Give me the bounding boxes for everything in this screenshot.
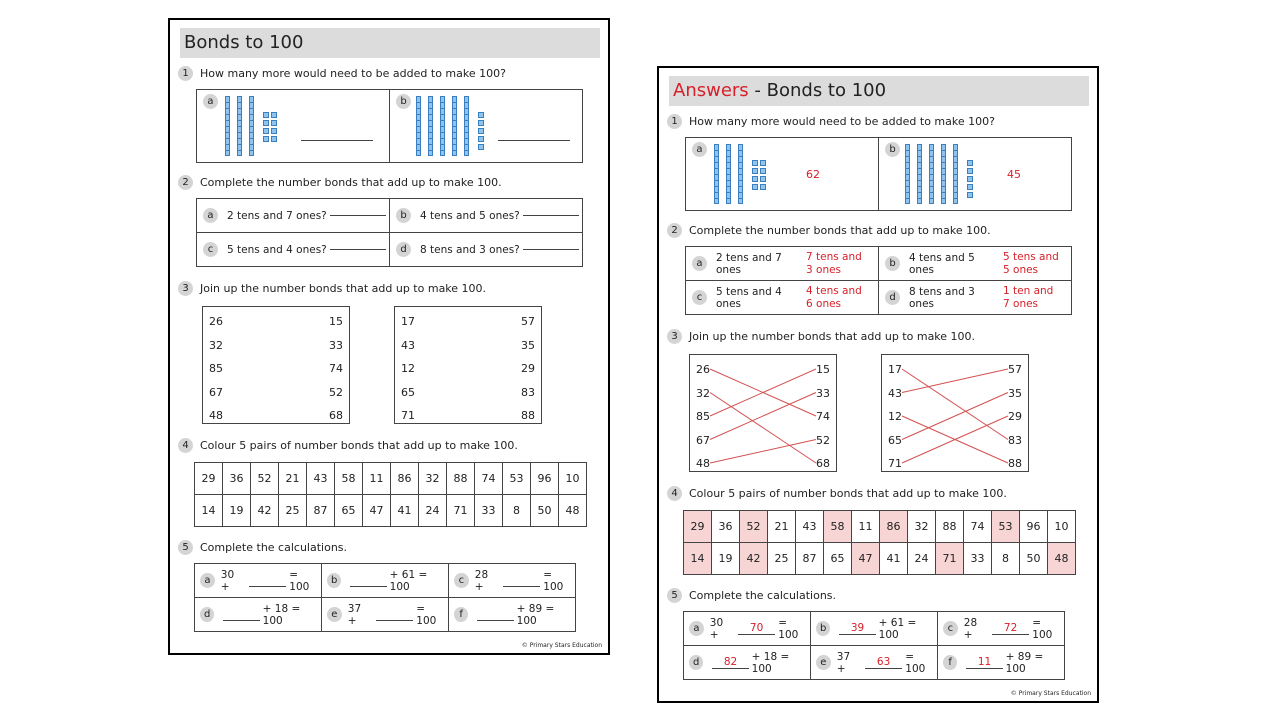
q2c-answer: 4 tens and 6 ones — [806, 284, 862, 310]
grid-number-cell[interactable]: 32 — [419, 463, 447, 495]
calc-text: = 100 — [1032, 616, 1053, 641]
ten-rod — [953, 144, 958, 204]
join-number-right[interactable]: 57 — [521, 315, 535, 328]
grid-number-cell[interactable]: 96 — [1020, 511, 1048, 543]
q2a-blank[interactable] — [330, 215, 386, 216]
join-line — [902, 369, 1008, 440]
calc-blank[interactable]: 72 — [992, 622, 1029, 635]
calc-text: 37 + — [347, 602, 362, 627]
one-cube — [760, 176, 766, 182]
grid-number-cell[interactable]: 42 — [740, 543, 768, 575]
ten-rod — [941, 144, 946, 204]
grid-number-cell[interactable]: 71 — [447, 495, 475, 527]
grid-number-cell[interactable]: 47 — [852, 543, 880, 575]
answers-question-3: 3 Join up the number bonds that add up to make 100. — [667, 329, 975, 344]
calc-cell — [938, 646, 1065, 680]
q2d-answer: 1 ten and 7 ones — [1003, 284, 1054, 310]
calc-blank[interactable] — [503, 574, 540, 587]
join-number-right[interactable]: 83 — [521, 385, 535, 399]
q2c-blank[interactable] — [330, 249, 386, 250]
one-cube — [263, 136, 269, 142]
one-cube — [263, 120, 269, 126]
join-number-left[interactable]: 71 — [888, 457, 902, 470]
join-number-right[interactable]: 68 — [816, 457, 830, 470]
grid-number-cell[interactable]: 52 — [251, 463, 279, 495]
one-cube — [752, 168, 758, 174]
join-number-left[interactable]: 71 — [401, 409, 415, 422]
answers-q5-table — [683, 611, 1065, 680]
q2d-blank[interactable] — [523, 249, 579, 250]
join-number-left[interactable]: 65 — [401, 385, 415, 399]
join-number-left[interactable]: 12 — [401, 362, 415, 375]
one-cube — [478, 120, 484, 126]
one-cube — [752, 160, 758, 166]
grid-number-cell[interactable]: 43 — [307, 463, 335, 495]
grid-number-cell[interactable]: 10 — [559, 463, 587, 495]
answers-question-1: 1 How many more would need to be added to make 100? — [667, 114, 995, 129]
join-number-left[interactable]: 48 — [209, 409, 223, 422]
calc-text: + 89 = 100 — [516, 602, 555, 627]
q5-table — [194, 563, 576, 632]
one-cube — [967, 168, 973, 174]
q2b-blank[interactable] — [523, 215, 579, 216]
calc-text: = 100 — [778, 616, 799, 641]
grid-number-cell[interactable]: 53 — [503, 463, 531, 495]
grid-number-cell[interactable]: 32 — [908, 511, 936, 543]
question-3: 3 Join up the number bonds that add up to make 100. — [178, 281, 486, 296]
calc-label: d — [200, 607, 214, 622]
calc-label: b — [327, 573, 341, 588]
answers-q2b-cell: b 4 tens and 5 ones 5 tens and 5 ones — [879, 247, 1072, 281]
question-4: 4 Colour 5 pairs of number bonds that add up to make 100. — [178, 438, 518, 453]
grid-number-cell[interactable]: 24 — [908, 543, 936, 575]
join-number-right[interactable]: 83 — [1008, 433, 1022, 447]
join-number-left[interactable]: 43 — [888, 386, 902, 400]
calc-blank[interactable]: 63 — [865, 656, 902, 669]
calc-text: = 100 — [416, 602, 437, 627]
grid-number-cell[interactable]: 53 — [992, 511, 1020, 543]
grid-number-cell[interactable]: 48 — [1048, 543, 1076, 575]
one-cube — [271, 136, 277, 142]
grid-number-cell[interactable]: 8 — [992, 543, 1020, 575]
one-cube — [760, 184, 766, 190]
calc-label: f — [454, 607, 468, 622]
calc-cell — [449, 598, 576, 632]
join-number-left[interactable]: 67 — [696, 433, 710, 447]
calc-text: = 100 — [543, 568, 564, 593]
ten-rod — [249, 96, 254, 156]
question-1: 1 How many more would need to be added to make 100? — [178, 66, 506, 81]
calc-label: a — [689, 621, 704, 636]
calc-blank[interactable]: 70 — [738, 622, 775, 635]
grid-number-cell[interactable]: 87 — [307, 495, 335, 527]
grid-number-cell[interactable]: 48 — [559, 495, 587, 527]
ten-rod — [738, 144, 743, 204]
calc-blank[interactable] — [249, 574, 286, 587]
grid-number-cell[interactable]: 21 — [768, 511, 796, 543]
q1a-cell: a — [197, 90, 390, 163]
join-number-right[interactable]: 74 — [816, 410, 830, 423]
grid-number-cell[interactable]: 33 — [475, 495, 503, 527]
calc-cell — [322, 598, 449, 632]
join-lines — [882, 355, 1028, 471]
calc-label: e — [327, 607, 342, 622]
join-number-left[interactable]: 48 — [696, 457, 710, 470]
join-number-right[interactable]: 33 — [329, 338, 343, 352]
one-cube — [760, 160, 766, 166]
grid-number-cell[interactable]: 36 — [712, 511, 740, 543]
grid-number-cell[interactable]: 11 — [852, 511, 880, 543]
grid-number-cell[interactable]: 65 — [335, 495, 363, 527]
join-number-right[interactable]: 29 — [521, 362, 535, 375]
grid-number-cell[interactable]: 65 — [824, 543, 852, 575]
calc-text: 37 + — [836, 650, 851, 675]
calc-blank[interactable] — [376, 608, 413, 621]
answers-q1b-cell: b 45 — [879, 138, 1072, 211]
calc-text: + 18 = 100 — [751, 650, 790, 675]
one-cube — [967, 176, 973, 182]
answers-copyright: © Primary Stars Education — [1010, 690, 1091, 697]
grid-number-cell[interactable]: 41 — [391, 495, 419, 527]
calc-label: c — [943, 621, 958, 636]
calc-blank[interactable]: 39 — [839, 622, 875, 635]
grid-number-cell[interactable]: 71 — [936, 543, 964, 575]
q2a-cell: a 2 tens and 7 ones? — [197, 199, 390, 233]
calc-text: + 89 = 100 — [1005, 650, 1044, 675]
join-number-right[interactable]: 33 — [816, 386, 830, 400]
join-number-left[interactable]: 67 — [209, 385, 223, 399]
grid-number-cell[interactable]: 43 — [796, 511, 824, 543]
one-cube — [263, 128, 269, 134]
question-5: 5 Complete the calculations. — [178, 540, 347, 555]
grid-number-cell[interactable]: 25 — [279, 495, 307, 527]
join-number-right[interactable]: 35 — [521, 338, 535, 352]
join-number-left[interactable]: 17 — [401, 315, 415, 328]
answers-q4-number-grid — [683, 510, 1076, 575]
answers-question-5: 5 Complete the calculations. — [667, 588, 836, 603]
worksheet-title: Bonds to 100 — [180, 28, 600, 58]
join-number-left[interactable]: 85 — [696, 410, 710, 423]
join-number-left[interactable]: 17 — [888, 363, 902, 376]
one-cube — [271, 112, 277, 118]
grid-number-cell[interactable]: 96 — [531, 463, 559, 495]
one-cube — [752, 184, 758, 190]
calc-label: c — [454, 573, 469, 588]
grid-number-cell[interactable]: 74 — [475, 463, 503, 495]
worksheet-answers — [657, 66, 1099, 703]
join-number-right[interactable]: 52 — [329, 385, 343, 399]
calc-text: + 18 = 100 — [262, 602, 301, 627]
calc-text: 28 + — [474, 568, 489, 593]
calc-cell — [684, 612, 811, 646]
grid-number-cell[interactable]: 74 — [964, 511, 992, 543]
q1b-answer: 45 — [1007, 168, 1021, 181]
q2d-cell: d 8 tens and 3 ones? — [390, 233, 583, 267]
join-number-left[interactable]: 26 — [209, 315, 223, 328]
calc-cell — [195, 564, 322, 598]
join-line — [902, 369, 1008, 393]
calc-cell — [322, 564, 449, 598]
grid-number-cell[interactable]: 88 — [447, 463, 475, 495]
join-box-left — [202, 306, 350, 424]
join-line — [710, 393, 816, 464]
calc-cell — [195, 598, 322, 632]
calc-text: + 61 = 100 — [389, 568, 428, 593]
one-cube — [271, 120, 277, 126]
one-cube — [967, 160, 973, 166]
ten-rod — [452, 96, 457, 156]
answers-question-2: 2 Complete the number bonds that add up to make 100. — [667, 223, 991, 238]
grid-number-cell[interactable]: 42 — [251, 495, 279, 527]
calc-blank[interactable] — [223, 608, 259, 621]
calc-label: a — [200, 573, 215, 588]
calc-cell — [938, 612, 1065, 646]
grid-number-cell[interactable]: 19 — [712, 543, 740, 575]
join-number-right[interactable]: 15 — [329, 315, 343, 328]
calc-text: = 100 — [289, 568, 310, 593]
one-cube — [478, 144, 484, 150]
worksheet-questions — [168, 18, 610, 655]
join-number-right[interactable]: 88 — [521, 409, 535, 422]
ten-rod — [714, 144, 719, 204]
answers-q1a-cell: a 62 — [686, 138, 879, 211]
q1b-cell: b — [390, 90, 583, 163]
calc-text: + 61 = 100 — [878, 616, 917, 641]
q1a-answer-blank[interactable] — [301, 140, 373, 141]
calc-label: d — [689, 655, 703, 670]
q1b-answer-blank[interactable] — [498, 140, 570, 141]
join-line — [710, 393, 816, 440]
calc-label: b — [816, 621, 830, 636]
ten-rod — [237, 96, 242, 156]
one-cube — [752, 176, 758, 182]
join-line — [710, 440, 816, 464]
ten-rod — [428, 96, 433, 156]
answers-join-box-left — [689, 354, 837, 472]
join-number-right[interactable]: 88 — [1008, 457, 1022, 470]
join-number-right[interactable]: 57 — [1008, 363, 1022, 376]
join-number-right[interactable]: 35 — [1008, 386, 1022, 400]
grid-number-cell[interactable]: 52 — [740, 511, 768, 543]
answers-q2-table — [685, 246, 1072, 315]
one-cube — [263, 112, 269, 118]
q2c-cell: c 5 tens and 4 ones? — [197, 233, 390, 267]
join-number-left[interactable]: 43 — [401, 338, 415, 352]
one-cube — [967, 184, 973, 190]
q2a-answer: 7 tens and 3 ones — [806, 250, 862, 276]
answers-q2a-cell: a 2 tens and 7 ones 7 tens and 3 ones — [686, 247, 879, 281]
grid-number-cell[interactable]: 10 — [1048, 511, 1076, 543]
grid-number-cell[interactable]: 29 — [195, 463, 223, 495]
ten-rod — [929, 144, 934, 204]
join-lines — [690, 355, 836, 471]
calc-blank[interactable] — [477, 608, 513, 621]
calc-cell — [811, 646, 938, 680]
q1a-answer: 62 — [806, 168, 820, 181]
join-number-left[interactable]: 85 — [209, 362, 223, 375]
one-cube — [271, 128, 277, 134]
grid-number-cell[interactable]: 8 — [503, 495, 531, 527]
q4-number-grid — [194, 462, 587, 527]
grid-number-cell[interactable]: 47 — [363, 495, 391, 527]
one-cube — [478, 136, 484, 142]
calc-text: 28 + — [963, 616, 978, 641]
ten-rod — [416, 96, 421, 156]
ten-rod — [726, 144, 731, 204]
join-number-left[interactable]: 26 — [696, 363, 710, 376]
question-2: 2 Complete the number bonds that add up to make 100. — [178, 175, 502, 190]
grid-number-cell[interactable]: 87 — [796, 543, 824, 575]
answers-q2c-cell: c 5 tens and 4 ones 4 tens and 6 ones — [686, 281, 879, 315]
one-cube — [478, 112, 484, 118]
calc-blank[interactable]: 11 — [966, 656, 1002, 669]
grid-number-cell[interactable]: 11 — [363, 463, 391, 495]
answers-title: Answers - Bonds to 100 — [669, 76, 1089, 106]
grid-number-cell[interactable]: 86 — [880, 511, 908, 543]
grid-number-cell[interactable]: 88 — [936, 511, 964, 543]
grid-number-cell[interactable]: 58 — [824, 511, 852, 543]
grid-number-cell[interactable]: 86 — [391, 463, 419, 495]
grid-number-cell[interactable]: 21 — [279, 463, 307, 495]
grid-number-cell[interactable]: 33 — [964, 543, 992, 575]
grid-number-cell[interactable]: 41 — [880, 543, 908, 575]
join-box-right — [394, 306, 542, 424]
calc-label: f — [943, 655, 957, 670]
grid-number-cell[interactable]: 14 — [195, 495, 223, 527]
copyright: © Primary Stars Education — [521, 642, 602, 649]
calc-label: e — [816, 655, 831, 670]
join-number-left[interactable]: 32 — [696, 386, 710, 400]
join-number-right[interactable]: 15 — [816, 363, 830, 376]
join-number-left[interactable]: 12 — [888, 410, 902, 423]
calc-text: = 100 — [905, 650, 926, 675]
grid-number-cell[interactable]: 14 — [684, 543, 712, 575]
grid-number-cell[interactable]: 29 — [684, 511, 712, 543]
join-number-right[interactable]: 52 — [816, 433, 830, 447]
one-cube — [478, 128, 484, 134]
calc-cell — [811, 612, 938, 646]
answers-q2d-cell: d 8 tens and 3 ones 1 ten and 7 ones — [879, 281, 1072, 315]
grid-number-cell[interactable]: 25 — [768, 543, 796, 575]
grid-number-cell[interactable]: 36 — [223, 463, 251, 495]
answers-join-box-right — [881, 354, 1029, 472]
ten-rod — [225, 96, 230, 156]
q2b-answer: 5 tens and 5 ones — [1003, 250, 1059, 276]
calc-text: 30 + — [220, 568, 235, 593]
join-number-left[interactable]: 32 — [209, 338, 223, 352]
grid-number-cell[interactable]: 50 — [1020, 543, 1048, 575]
join-number-left[interactable]: 65 — [888, 433, 902, 447]
answers-question-4: 4 Colour 5 pairs of number bonds that add up to make 100. — [667, 486, 1007, 501]
calc-blank[interactable]: 82 — [712, 656, 748, 669]
grid-number-cell[interactable]: 58 — [335, 463, 363, 495]
ten-rod — [464, 96, 469, 156]
ten-rod — [440, 96, 445, 156]
q1-table — [196, 89, 583, 163]
answers-q1-table — [685, 137, 1072, 211]
join-number-right[interactable]: 68 — [329, 409, 343, 422]
ten-rod — [917, 144, 922, 204]
one-cube — [967, 192, 973, 198]
one-cube — [760, 168, 766, 174]
join-number-right[interactable]: 29 — [1008, 410, 1022, 423]
calc-blank[interactable] — [350, 574, 386, 587]
calc-cell — [449, 564, 576, 598]
calc-text: 30 + — [709, 616, 724, 641]
calc-cell — [684, 646, 811, 680]
join-line — [902, 393, 1008, 440]
join-number-right[interactable]: 74 — [329, 362, 343, 375]
grid-number-cell[interactable]: 50 — [531, 495, 559, 527]
grid-number-cell[interactable]: 24 — [419, 495, 447, 527]
q2b-cell: b 4 tens and 5 ones? — [390, 199, 583, 233]
grid-number-cell[interactable]: 19 — [223, 495, 251, 527]
q2-table — [196, 198, 583, 267]
ten-rod — [905, 144, 910, 204]
